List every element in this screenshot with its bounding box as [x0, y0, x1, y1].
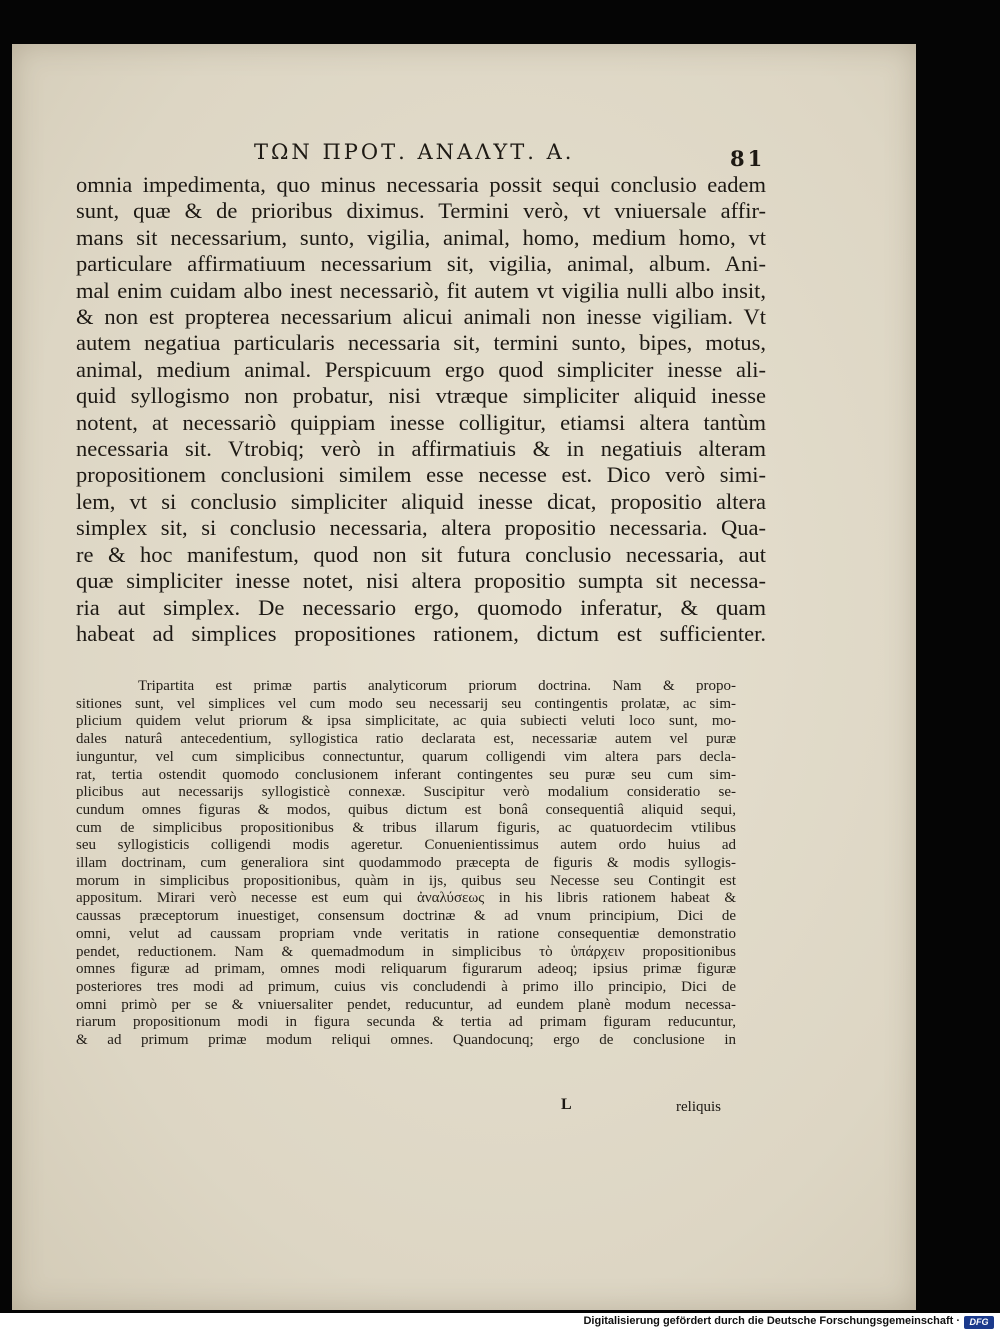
commentary-line: cundum omnes figuras & modos, quibus dictum est bonâ consequentiâ aliquid sequi, [76, 801, 736, 818]
text-line: re & hoc manifestum, quod non sit futura conclusio necessaria, aut [76, 541, 766, 567]
commentary-line: & ad primum primæ modum reliqui omnes. Quandocunq; ergo de conclusione in [76, 1032, 736, 1049]
commentary-line: iunguntur, vel cum simplicibus connectuntur, quarum colligendi vim altera pars decla- [76, 748, 736, 765]
commentary-line: posteriores tres modi ad primum, cuius vis concludendi à primo illo principio, Dici de [76, 978, 736, 995]
text-line: sunt, quæ & de prioribus diximus. Termini verò, vt vniuersale affir- [76, 198, 766, 224]
commentary-line: illam doctrinam, cum generaliora sint quodammodo præcepta de figuris & modis syllogis- [76, 855, 736, 872]
commentary-line: morum in simplicibus propositionibus, quàm in ijs, quibus seu Necesse seu Contingit est [76, 872, 736, 889]
text-line: necessaria sit. Vtrobiq; verò in affirmatiuis & in negatiuis alteram [76, 436, 766, 462]
text-line: particulare affirmatiuum necessarium sit, vigilia, animal, album. Ani- [76, 251, 766, 277]
text-line: ria aut simplex. De necessario ergo, quomodo inferatur, & quam [76, 594, 766, 620]
text-line: quæ simpliciter inesse notet, nisi altera propositio sumpta sit necessa- [76, 568, 766, 594]
text-line: mal enim cuidam albo inest necessariò, fit autem vt vigilia nulli albo insit, [76, 277, 766, 303]
page-number: 81 [730, 146, 766, 171]
text-line: omnia impedimenta, quo minus necessaria possit sequi conclusio eadem [76, 172, 766, 197]
text-line: simplex sit, si conclusio necessaria, altera propositio necessaria. Qua- [76, 515, 766, 541]
commentary-line: pendet, reductionem. Nam & quemadmodum in simplicibus τὸ ὑπάρχειν propositionibus [76, 943, 736, 960]
text-line: habeat ad simplices propositiones rationem, dictum est sufficienter. [76, 620, 766, 646]
text-line: mans sit necessarium, sunto, vigilia, animal, homo, medium homo, vt [76, 224, 766, 250]
commentary-line: omnes figuræ ad primam, omnes modi reliquarum figurarum adeoq; ipsius primæ figuræ [76, 961, 736, 978]
commentary-line: sitiones sunt, vel simplices vel cum modo seu necessarij seu contingentis prolatæ, ac sim- [76, 695, 736, 712]
commentary-line: seu syllogisticis colligendi modis ageretur. Conuenientissimus autem ordo huius ad [76, 837, 736, 854]
text-line: notent, at necessariò quippiam inesse colligitur, etiamsi altera tantùm [76, 409, 766, 435]
text-line: autem negatiua particularis necessaria sit, termini sunto, bipes, motus, [76, 330, 766, 356]
text-line: quid syllogismo non probatur, nisi vtræque simpliciter aliquid inesse [76, 383, 766, 409]
commentary-line: caussas præceptorum inuestiget, consensum doctrinæ & ad vnum principium, Dici de [76, 908, 736, 925]
running-header [254, 140, 854, 170]
signature-mark: L [561, 1096, 572, 1113]
digitization-footer [0, 1313, 1000, 1332]
commentary-line: dales naturâ antecedentium, syllogistica ratio declarata est, necessariæ autem vel puræ [76, 731, 736, 748]
commentary-line: plicibus aut necessarijs syllogisticè connexæ. Suscipitur verò modalium consideratio se- [76, 784, 736, 801]
text-line: & non est propterea necessarium alicui animali non inesse vigiliam. Vt [76, 304, 766, 330]
funding-note: Digitalisierung gefördert durch die Deutsche Forschungsgemeinschaft · [583, 1315, 960, 1327]
catchword: reliquis [676, 1099, 721, 1115]
text-line: lem, vt si conclusio simpliciter aliquid inesse dicat, propositio altera [76, 488, 766, 514]
commentary-line: riarum propositionum modi in figura secunda & tertia ad primam figuram reducuntur, [76, 1014, 736, 1031]
running-title: ΤΩΝ ΠΡΟΤ. ΑΝΑΛΥΤ. Α. [254, 140, 575, 164]
main-text [76, 172, 766, 647]
commentary-line: cum de simplicibus propositionibus & tribus illarum figuris, ac quatuordecim vtilibus [76, 819, 736, 836]
dfg-logo: DFG [964, 1316, 994, 1329]
commentary-line: Tripartita est primæ partis analyticorum priorum doctrina. Nam & propo- [138, 678, 736, 694]
commentary-line: omni, velut ad caussam propriam vnde veritatis in ratione consequentiæ demonstratio [76, 925, 736, 942]
commentary-line: omni primò per se & vniuersaliter pendet, reducuntur, ad eundem planè modum necessa- [76, 996, 736, 1013]
commentary-text [76, 678, 736, 1050]
commentary-line: plicium quidem velut priorum & ipsa simplicitate, ac quia subiecti veluti loco sunt, mo- [76, 713, 736, 730]
commentary-line: appositum. Mirari verò necesse est eum qui ἀναλύσεως in his libris rationem habeat & [76, 890, 736, 907]
commentary-line: rat, tertia ostendit quomodo conclusionem inferant contingentes seu puræ seu cum sim- [76, 766, 736, 783]
text-line: animal, medium animal. Perspicuum ergo quod simpliciter inesse ali- [76, 356, 766, 382]
text-line: propositionem conclusioni similem esse necesse est. Dico verò simi- [76, 462, 766, 488]
